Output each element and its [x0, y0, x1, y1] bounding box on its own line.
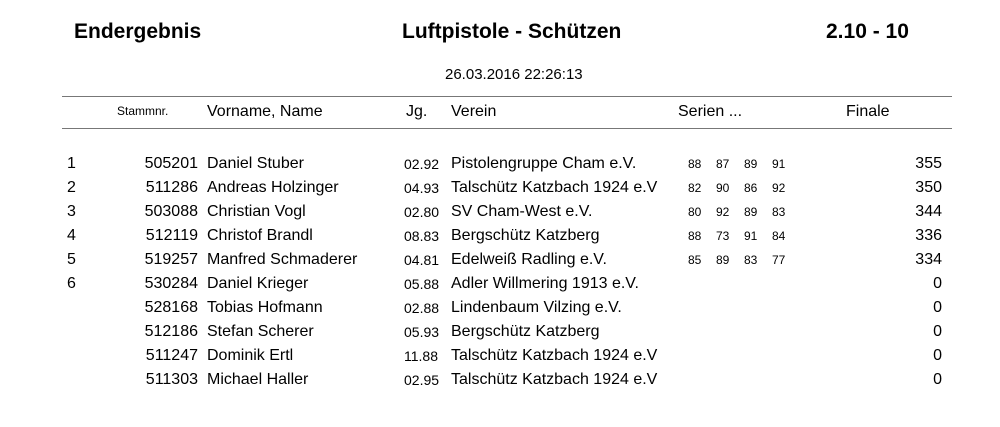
- table-row: [0, 275, 1000, 299]
- table-row: [0, 203, 1000, 227]
- stammnr-cell: 512186: [144, 323, 198, 340]
- jg-cell: 08.83: [404, 228, 440, 244]
- jg-cell: 02.80: [404, 204, 440, 220]
- finale-cell: 334: [915, 251, 942, 268]
- finale-cell: 344: [915, 203, 942, 220]
- finale-cell: 350: [915, 179, 942, 196]
- stammnr-cell: 505201: [144, 155, 198, 172]
- name-cell: Michael Haller: [207, 371, 309, 388]
- rank-cell: 4: [67, 227, 76, 244]
- finale-cell: 336: [915, 227, 942, 244]
- verein-cell: Lindenbaum Vilzing e.V.: [451, 299, 622, 316]
- stammnr-cell: 511286: [145, 179, 198, 196]
- verein-cell: Bergschütz Katzberg: [451, 323, 600, 340]
- header-top-rule: [62, 96, 952, 97]
- column-header-verein: Verein: [451, 103, 497, 120]
- series-3-cell: 89: [744, 157, 758, 171]
- verein-cell: Talschütz Katzbach 1924 e.V: [451, 179, 658, 196]
- discipline-title: Luftpistole - Schützen: [402, 20, 622, 43]
- table-row: [0, 251, 1000, 275]
- verein-cell: Bergschütz Katzberg: [451, 227, 600, 244]
- series-4-cell: 91: [772, 157, 786, 171]
- series-4-cell: 77: [772, 253, 786, 267]
- header-bottom-rule: [62, 128, 952, 129]
- name-cell: Stefan Scherer: [207, 323, 314, 340]
- jg-cell: 02.92: [404, 156, 440, 172]
- name-cell: Daniel Stuber: [207, 155, 304, 172]
- series-2-cell: 92: [716, 205, 730, 219]
- rank-cell: 5: [67, 251, 76, 268]
- verein-cell: Edelweiß Radling e.V.: [451, 251, 607, 268]
- series-3-cell: 86: [744, 181, 758, 195]
- stammnr-cell: 511247: [145, 347, 198, 364]
- jg-cell: 05.88: [404, 276, 440, 292]
- rank-cell: 2: [67, 179, 76, 196]
- table-row: [0, 227, 1000, 251]
- verein-cell: Pistolengruppe Cham e.V.: [451, 155, 637, 172]
- finale-cell: 0: [933, 275, 942, 292]
- column-header-stammnr: Stammnr.: [117, 104, 169, 118]
- column-header-jg: Jg.: [406, 103, 428, 120]
- rank-cell: 6: [67, 275, 76, 292]
- table-row: [0, 371, 1000, 395]
- series-4-cell: 92: [772, 181, 786, 195]
- jg-cell: 02.95: [404, 372, 440, 388]
- finale-cell: 0: [933, 371, 942, 388]
- class-range: 2.10 - 10: [826, 20, 909, 43]
- series-3-cell: 83: [744, 253, 758, 267]
- verein-cell: Adler Willmering 1913 e.V.: [451, 275, 639, 292]
- jg-cell: 04.93: [404, 180, 440, 196]
- column-header-serien: Serien ...: [678, 103, 743, 120]
- series-3-cell: 89: [744, 205, 758, 219]
- series-1-cell: 85: [688, 253, 702, 267]
- series-2-cell: 87: [716, 157, 730, 171]
- name-cell: Christof Brandl: [207, 227, 313, 244]
- series-2-cell: 90: [716, 181, 730, 195]
- jg-cell: 11.88: [404, 348, 438, 364]
- table-row: [0, 323, 1000, 347]
- jg-cell: 02.88: [404, 300, 440, 316]
- series-2-cell: 89: [716, 253, 730, 267]
- verein-cell: Talschütz Katzbach 1924 e.V: [451, 347, 658, 364]
- stammnr-cell: 503088: [144, 203, 198, 220]
- rank-cell: 3: [67, 203, 76, 220]
- rank-cell: 1: [67, 155, 76, 172]
- series-1-cell: 88: [688, 157, 702, 171]
- finale-cell: 355: [915, 155, 942, 172]
- series-1-cell: 88: [688, 229, 702, 243]
- finale-cell: 0: [933, 299, 942, 316]
- table-row: [0, 299, 1000, 323]
- series-4-cell: 84: [772, 229, 786, 243]
- series-1-cell: 82: [688, 181, 702, 195]
- name-cell: Christian Vogl: [207, 203, 306, 220]
- series-4-cell: 83: [772, 205, 786, 219]
- series-3-cell: 91: [744, 229, 758, 243]
- column-header-name: Vorname, Name: [207, 103, 323, 120]
- verein-cell: SV Cham-West e.V.: [451, 203, 593, 220]
- jg-cell: 05.93: [404, 324, 440, 340]
- stammnr-cell: 512119: [145, 227, 198, 244]
- finale-cell: 0: [933, 347, 942, 364]
- table-row: [0, 155, 1000, 179]
- stammnr-cell: 528168: [144, 299, 198, 316]
- column-header-finale: Finale: [846, 103, 890, 120]
- stammnr-cell: 530284: [144, 275, 198, 292]
- jg-cell: 04.81: [404, 252, 440, 268]
- name-cell: Manfred Schmaderer: [207, 251, 358, 268]
- report-datetime: 26.03.2016 22:26:13: [445, 66, 583, 83]
- name-cell: Tobias Hofmann: [207, 299, 323, 316]
- series-2-cell: 73: [716, 229, 730, 243]
- stammnr-cell: 519257: [144, 251, 198, 268]
- table-row: [0, 179, 1000, 203]
- name-cell: Andreas Holzinger: [207, 179, 339, 196]
- report-type-title: Endergebnis: [74, 20, 202, 43]
- name-cell: Dominik Ertl: [207, 347, 294, 364]
- table-row: [0, 347, 1000, 371]
- verein-cell: Talschütz Katzbach 1924 e.V: [451, 371, 658, 388]
- stammnr-cell: 511303: [145, 371, 198, 388]
- finale-cell: 0: [933, 323, 942, 340]
- name-cell: Daniel Krieger: [207, 275, 309, 292]
- series-1-cell: 80: [688, 205, 702, 219]
